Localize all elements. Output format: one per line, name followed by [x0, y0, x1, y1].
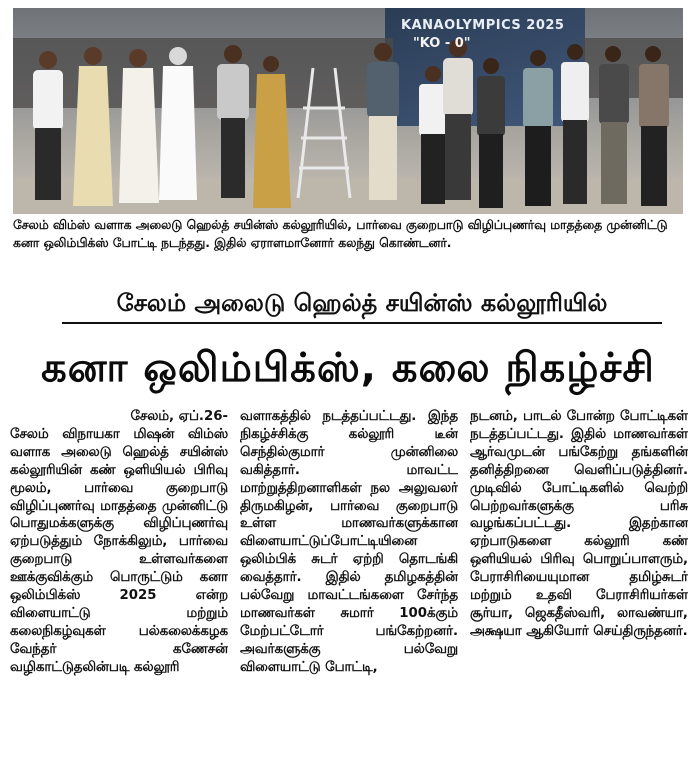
column-1-text: சேலம் விநாயகா மிஷன் விம்ஸ் வளாக அலைடு ஹெல்த் சயின்ஸ் கல்லூரியின் கண் ஒளியியல் பிரிவு மூலம், பார்வை குறைபாடு விழிப்புணர்வு மாதத்தை முன்னிட்டு பொதுமக்களுக்கு விழிப்புணர்வு ஏற்படுத்தும் நோக்கிலும், பார்வை குறைபாடு உள்ளவர்களை ஊக்குவிக்கும் பொருட்டும் கனா ஒலிம்பிக்ஸ் 2025 என்ற விளையாட்டு மற்றும் கலைநிகழ்வுகள் பல்கலைக்கழக வேந்தர் கணேசன் வழிகாட்டுதலின்படி கல்லூரி — [10, 426, 228, 675]
banner-subtitle: "KO - 0" — [413, 36, 471, 51]
photo-caption: சேலம் விம்ஸ் வளாக அலைடு ஹெல்த் சயின்ஸ் கல்லூரியில், பார்வை குறைபாடு விழிப்புணர்வு மாதத்தை முன்னிட்டு கனா ஒலிம்பிக்ஸ் போட்டி நடந்தது. இதில் ஏராளமானோர் கலந்து கொண்டனர். — [13, 218, 668, 250]
crowd-illustration — [13, 8, 683, 214]
article-body — [10, 408, 686, 780]
article-column-2 — [240, 408, 458, 780]
column-2-text: வளாகத்தில் நடத்தப்பட்டது. இந்த நிகழ்ச்சிக்கு கல்லூரி டீன் செந்தில்குமார் முன்னிலை வகித்தார். மாவட்ட மாற்றுத்திறனாளிகள் நல அலுவலர் திருமகிழன், பார்வை குறைபாடு உள்ள மாணவர்களுக்கான விளையாட்டுப்போட்டியினை ஒலிம்பிக் சுடர் ஏற்றி தொடங்கி வைத்தார். இதில் தமிழகத்தின் பல்வேறு மாவட்டங்களை சேர்ந்த மாணவர்கள் சுமார் 100க்கும் மேற்பட்டோர் பங்கேற்றனர். அவர்களுக்கு பல்வேறு விளையாட்டு போட்டி, — [240, 409, 458, 675]
article-column-3 — [470, 408, 688, 780]
article-column-1 — [10, 408, 228, 780]
article-subheading: சேலம் அலைடு ஹெல்த் சயின்ஸ் கல்லூரியில் — [62, 284, 662, 324]
banner-title: KANAOLYMPICS 2025 — [401, 18, 565, 33]
column-3-text: நடனம், பாடல் போன்ற போட்டிகள் நடத்தப்பட்டது. இதில் மாணவர்கள் ஆர்வமுடன் பங்கேற்று தங்களின் தனித்திறனை வெளிப்படுத்தினர். முடிவில் போட்டிகளில் வெற்றி பெற்றவர்களுக்கு பரிசு வழங்கப்பட்டது. இதற்கான ஏற்பாடுகளை கல்லூரி கண் ஒளியியல் பிரிவு பொறுப்பாளரும், பேராசிரியையுமான தமிழ்சுடர் மற்றும் உதவி பேராசிரியர்கள் சூர்யா, ஜெகதீஸ்வரி, லாவண்யா, அக்ஷயா ஆகியோர் செய்திருந்தனர். — [470, 409, 688, 639]
news-photo — [13, 8, 683, 214]
dateline: சேலம், ஏப்.26- — [130, 409, 228, 424]
article-headline: கனா ஒலிம்பிக்ஸ், கலை நிகழ்ச்சி — [41, 345, 655, 391]
